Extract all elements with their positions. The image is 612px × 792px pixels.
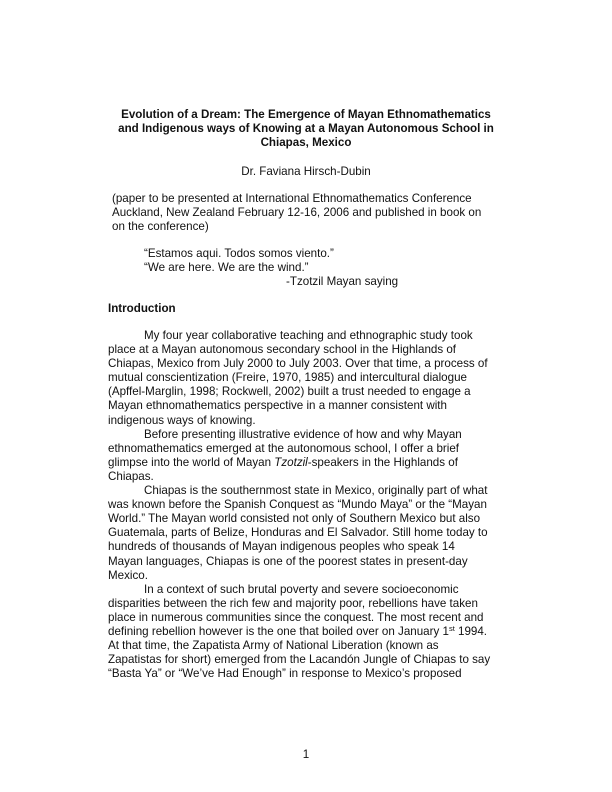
title-line: and Indigenous ways of Knowing at a Mayan Autonomous School in (118, 122, 494, 135)
body-text-run: 1994. (454, 624, 488, 638)
body-text-run: defining rebellion however is the one that boiled over on January 1 (108, 624, 449, 638)
body-line: Mexico. (108, 568, 148, 582)
title-line: Chiapas, Mexico (260, 136, 352, 149)
superscript: st (448, 623, 455, 633)
epigraph-attribution: -Tzotzil Mayan saying (286, 275, 399, 288)
body-line: World.” The Mayan world consisted not only of Southern Mexico but also (108, 512, 481, 526)
author-name: Dr. Faviana Hirsch-Dubin (241, 165, 371, 178)
body-text-run: -speakers in the Highlands of (307, 455, 458, 469)
epigraph-spanish: “Estamos aqui. Todos somos viento.” (144, 247, 334, 260)
section-heading: Introduction (108, 302, 176, 315)
body-line: My four year collaborative teaching and ethnographic study took (144, 329, 473, 342)
body-line: Mayan languages, Chiapas is one of the poorest states in present-day (108, 554, 468, 568)
body-line (108, 456, 508, 470)
body-line: was known before the Spanish Conquest as “Mundo Maya” or the “Mayan (108, 498, 487, 512)
body-line: At that time, the Zapatista Army of National Liberation (known as (108, 639, 439, 653)
body-line: mutual conscientization (Freire, 1970, 1985) and intercultural dialogue (108, 371, 467, 385)
publication-note (112, 192, 512, 234)
paper-title (100, 108, 512, 150)
epigraph (144, 247, 464, 289)
body-line: place at a Mayan autonomous secondary school in the Highlands of (108, 343, 457, 357)
body-line: indigenous ways of knowing. (108, 413, 256, 427)
body-line: hundreds of thousands of Mayan indigenous peoples who speak 14 (108, 540, 455, 554)
body-line (108, 625, 508, 639)
epigraph-english: “We are here. We are the wind.” (144, 261, 309, 274)
body-line: Chiapas, Mexico from July 2000 to July 2003. Over that time, a process of (108, 357, 488, 371)
body-line: Mayan ethnomathematics perspective in a manner consistent with (108, 399, 447, 413)
body-line: Guatemala, parts of Belize, Honduras and El Salvador. Still home today to (108, 526, 488, 540)
body-line: disparities between the rich few and majority poor, rebellions have taken (108, 596, 478, 610)
body-line: (Apffel-Marglin, 1998; Rockwell, 2002) built a trust needed to engage a (108, 385, 471, 399)
body-line: In a context of such brutal poverty and severe socioeconomic (144, 582, 459, 596)
body-line: “Basta Ya” or “We’ve Had Enough” in response to Mexico’s proposed (108, 667, 462, 681)
page-number: 1 (302, 748, 310, 761)
italic-term: Tzotzil (274, 455, 308, 469)
body-text-run: glimpse into the world of Mayan (108, 455, 275, 469)
note-line: Auckland, New Zealand February 12-16, 2006 and published in book on (112, 206, 482, 219)
body-line: Zapatistas for short) emerged from the Lacandón Jungle of Chiapas to say (108, 653, 491, 667)
body-line: Chiapas is the southernmost state in Mexico, originally part of what (144, 484, 488, 498)
body-line: Chiapas. (108, 469, 154, 483)
note-line: on the conference) (112, 220, 209, 233)
note-line: (paper to be presented at International Ethnomathematics Conference (112, 192, 472, 205)
title-line: Evolution of a Dream: The Emergence of Mayan Ethnomathematics (121, 108, 491, 121)
body-line: ethnomathematics emerged at the autonomous school, I offer a brief (108, 441, 460, 455)
body-text (108, 329, 508, 681)
body-line: Before presenting illustrative evidence of how and why Mayan (144, 427, 462, 441)
body-line: place in numerous communities since the conquest. The most recent and (108, 610, 484, 624)
